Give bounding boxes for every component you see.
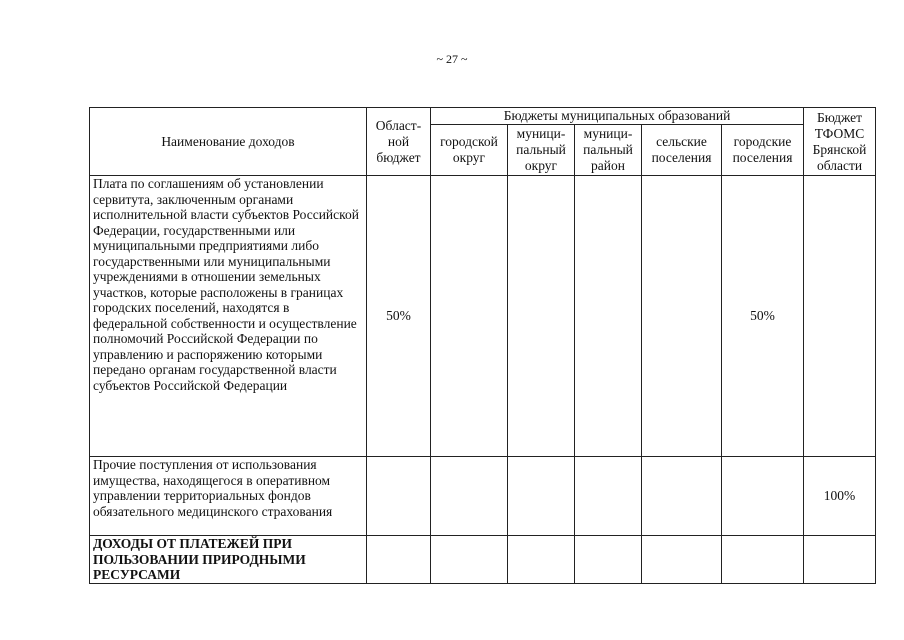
cell-regional [367,536,431,584]
header-municipal-budgets: Бюджеты муниципальных образований [431,108,804,125]
cell-regional: 50% [367,176,431,457]
header-municipal-rayon: муници- пальный район [575,125,642,176]
income-distribution-table [89,107,876,584]
table-row [90,536,876,584]
cell-tfoms: 100% [804,457,876,536]
header-income-name: Наименование доходов [90,108,367,176]
cell-city-district [431,536,508,584]
row-name: ДОХОДЫ ОТ ПЛАТЕЖЕЙ ПРИ ПОЛЬЗОВАНИИ ПРИРОДНЫМИ РЕСУРСАМИ [90,536,367,584]
header-city-district: городской округ [431,125,508,176]
header-municipal-okrug: муници- пальный округ [508,125,575,176]
cell-rural [642,176,722,457]
cell-rural [642,457,722,536]
cell-rural [642,536,722,584]
cell-municipal-rayon [575,176,642,457]
cell-municipal-okrug [508,457,575,536]
cell-urban [722,536,804,584]
header-regional-budget: Област- ной бюджет [367,108,431,176]
cell-tfoms [804,176,876,457]
cell-municipal-rayon [575,457,642,536]
cell-municipal-okrug [508,176,575,457]
cell-urban: 50% [722,176,804,457]
row-name: Прочие поступления от использования имущества, находящегося в оперативном управлении территориальных фондов обязательного медицинского страхования [90,457,367,536]
header-urban-settlements: городские поселения [722,125,804,176]
cell-municipal-okrug [508,536,575,584]
cell-urban [722,457,804,536]
table-row [90,457,876,536]
header-tfoms-budget: Бюджет ТФОМС Брянской области [804,108,876,176]
page-number: ~ 27 ~ [436,52,468,66]
cell-city-district [431,457,508,536]
row-name: Плата по соглашениям об установлении сервитута, заключенным органами исполнительной власти субъектов Российской Федерации, государственными или муниципальными предприятиями либо государственными или муниципальными учреждениями в отношении земельных участков, которые расположены в границах городских поселений, находятся в федеральной собственности и осуществление полномочий Российской Федерации по управлению и распоряжению которыми передано органам государственной власти субъектов Российской Федерации [90,176,367,457]
cell-regional [367,457,431,536]
header-rural-settlements: сельские поселения [642,125,722,176]
cell-municipal-rayon [575,536,642,584]
table-row [90,176,876,457]
cell-city-district [431,176,508,457]
cell-tfoms [804,536,876,584]
